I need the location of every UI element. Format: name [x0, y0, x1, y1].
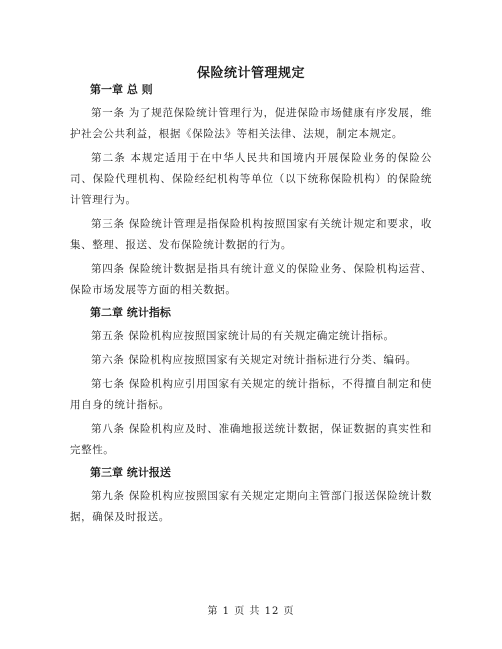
document-title: 保险统计管理规定 — [196, 66, 305, 81]
article-paragraph: 第三条 保险统计管理是指保险机构按照国家有关统计规定和要求，收集、整理、报送、发布保险统计数据的行为。 — [70, 218, 432, 251]
chapter-heading: 第二章 统计指标 — [90, 306, 171, 319]
article-paragraph: 第四条 保险统计数据是指具有统计意义的保险业务、保险机构运营、保险市场发展等方面的相关数据。 — [70, 263, 432, 296]
article-paragraph: 第二条 本规定适用于在中华人民共和国境内开展保险业务的保险公司、保险代理机构、保险经纪机构等单位（以下统称保险机构）的保险统计管理行为。 — [70, 152, 432, 206]
article-paragraph: 第七条 保险机构应引用国家有关规定的统计指标，不得擅自制定和使用自身的统计指标。 — [70, 378, 432, 411]
article-paragraph: 第八条 保险机构应及时、准确地报送统计数据，保证数据的真实性和完整性。 — [70, 423, 432, 456]
chapter-heading: 第三章 统计报送 — [90, 466, 171, 479]
article-paragraph: 第六条 保险机构应按照国家有关规定对统计指标进行分类、编码。 — [91, 354, 417, 366]
document-body — [70, 81, 432, 531]
chapter-heading: 第一章 总 则 — [90, 83, 153, 96]
page-number-footer: 第 1 页 共 12 页 — [207, 606, 295, 617]
article-paragraph: 第一条 为了规范保险统计管理行为，促进保险市场健康有序发展，维护社会公共利益，根据《保险法》等相关法律、法规，制定本规定。 — [70, 107, 432, 140]
article-paragraph: 第九条 保险机构应按照国家有关规定定期向主管部门报送保险统计数据，确保及时报送。 — [70, 490, 432, 523]
article-paragraph: 第五条 保险机构应按照国家统计局的有关规定确定统计指标。 — [91, 330, 395, 342]
